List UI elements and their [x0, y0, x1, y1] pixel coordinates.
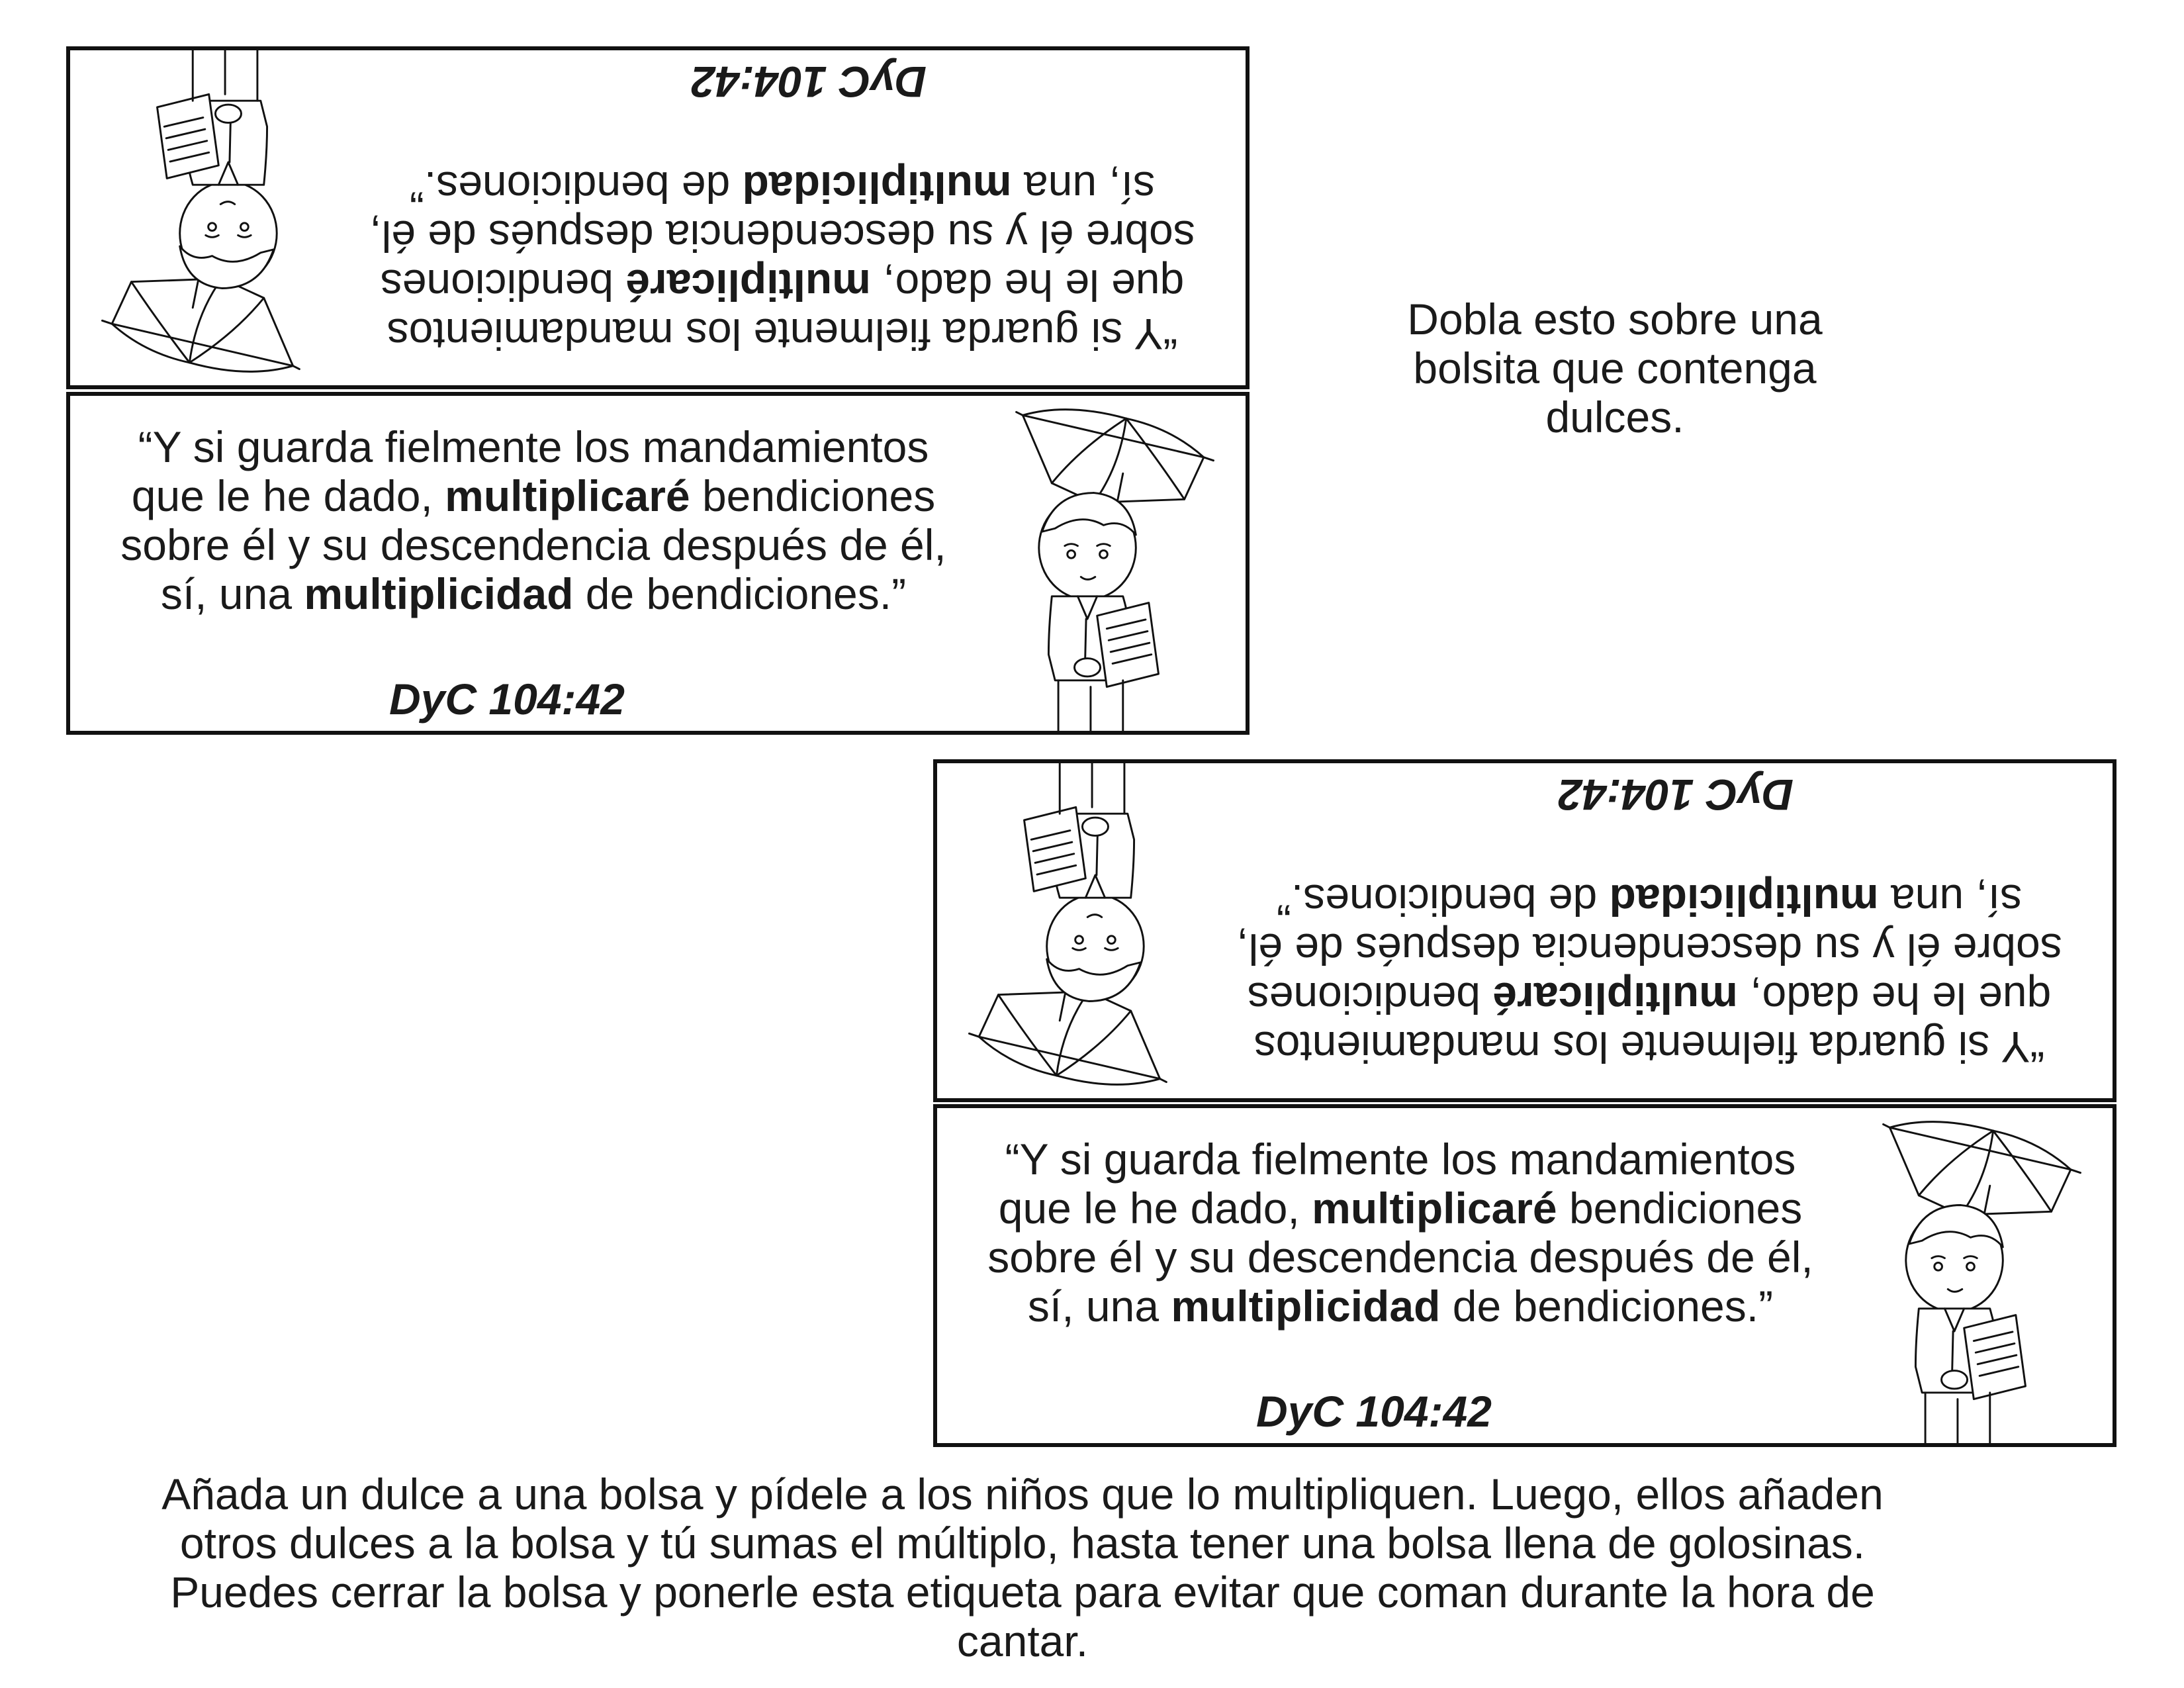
boy-with-umbrella-illustration: [987, 396, 1246, 731]
scripture-quote: “Y si guarda fielmente los mandamientos que le he dado, multiplicaré bendiciones sobre él y su descendencia después de él, sí, una multiplicidad de bendiciones.”: [1236, 876, 2062, 1072]
scripture-quote: “Y si guarda fielmente los mandamientos que le he dado, multiplicaré bendiciones sobre él y su descendencia después de él, sí, una multiplicidad de bendiciones.”: [987, 1135, 1813, 1331]
activity-instructions: Añada un dulce a una bolsa y pídele a los niños que lo multipliquen. Luego, ellos añaden otros dulces a la bolsa y tú sumas el múltiplo, hasta tener una bolsa llena de golosinas. Puedes cerrar la bolsa y ponerle esta etiqueta para evitar que coman durante la hora de cantar.: [161, 1470, 1884, 1665]
scripture-quote: “Y si guarda fielmente los mandamientos que le he dado, multiplicaré bendiciones sobre él y su descendencia después de él, sí, una multiplicidad de bendiciones.”: [120, 422, 946, 618]
label-2-bottom: [933, 1104, 2116, 1447]
scripture-reference: DyC 104:42: [1256, 1387, 1492, 1436]
label-2-top-flipped: [933, 759, 2116, 1102]
label-1-bottom: [66, 392, 1250, 735]
boy-with-umbrella-illustration: [70, 50, 328, 385]
label-1-top-flipped: [66, 46, 1250, 389]
boy-with-umbrella-illustration: [1854, 1108, 2113, 1443]
fold-instruction: Dobla esto sobre una bolsita que contenga dulces.: [1407, 295, 1823, 442]
scripture-reference: DyC 104:42: [389, 675, 625, 724]
scripture-reference: DyC 104:42: [691, 58, 927, 107]
scripture-reference: DyC 104:42: [1558, 771, 1794, 820]
scripture-quote: “Y si guarda fielmente los mandamientos que le he dado, multiplicaré bendiciones sobre él y su descendencia después de él, sí, una multiplicidad de bendiciones.”: [369, 163, 1195, 359]
boy-with-umbrella-illustration: [937, 763, 1195, 1098]
